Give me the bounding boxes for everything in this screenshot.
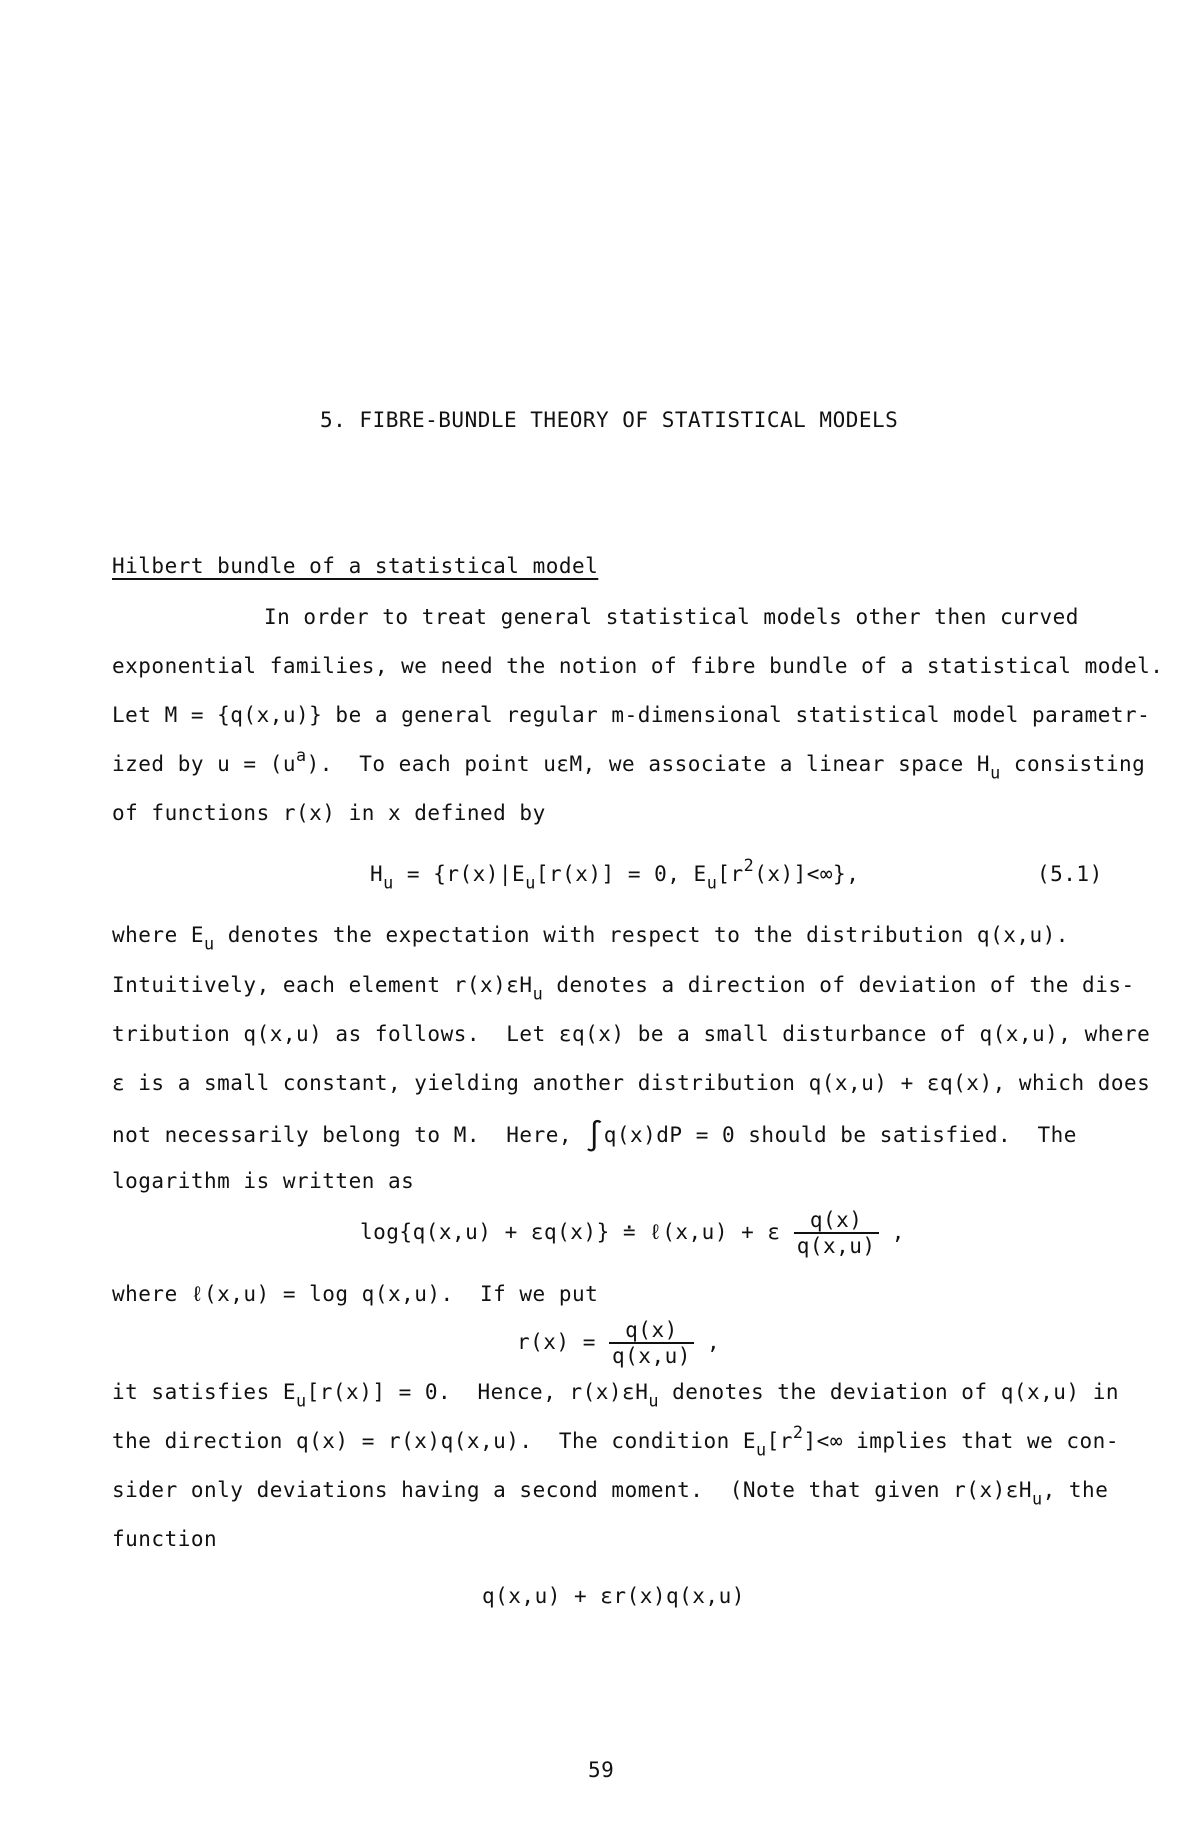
- integral-sign: ∫: [585, 1119, 604, 1154]
- paragraph-line: tribution q(x,u) as follows. Let εq(x) be a small disturbance of q(x,u), where: [112, 1022, 1151, 1046]
- paragraph-line: Let M = {q(x,u)} be a general regular m-dimensional statistical model parametr-: [112, 703, 1151, 727]
- paragraph-line: exponential families, we need the notion of fibre bundle of a statistical model.: [112, 654, 1164, 678]
- fraction: $\frac{q(x)}{q(x,u)}$: [794, 1208, 879, 1258]
- paragraph-line: where $E_u$ denotes the expectation with respect to the distribution q(x,u).: [112, 923, 1069, 954]
- equation-last: q(x,u) + εr(x)q(x,u): [482, 1584, 745, 1608]
- paragraph-line: ized by $u = (u^a)$. To each point uεM, we associate a linear space $H_u$ consisting: [112, 744, 1146, 783]
- page-number: 59: [588, 1758, 615, 1782]
- equation-log: log{q(x,u) + εq(x)} ≐ ℓ(x,u) + ε $\frac{q(x)}{q(x,u)}$ ,: [360, 1208, 905, 1259]
- equation-5-1: $H_u = \{r(x)|E_u[r(x)] = 0$, $E_u[r^2(x)]<\infty$},: [370, 854, 860, 893]
- paragraph-line: Intuitively, each element $r(x)\varepsilon H_u$ denotes a direction of deviation of the dis-: [112, 973, 1135, 1004]
- paragraph-line: the direction q(x) = r(x)q(x,u). The condition $E_u[r^2]<\infty$ implies that we con-: [112, 1421, 1119, 1460]
- equation-r: r(x) = $\frac{q(x)}{q(x,u)}$ ,: [517, 1318, 721, 1369]
- chapter-title: 5. FIBRE-BUNDLE THEORY OF STATISTICAL MODELS: [320, 408, 899, 432]
- paragraph-line: of functions r(x) in x defined by: [112, 801, 546, 825]
- paragraph-line: function: [112, 1527, 218, 1551]
- paragraph-line: not necessarily belong to M. Here, ∫q(x)dP = 0 should be satisfied. The: [112, 1119, 1077, 1154]
- fraction: $\frac{q(x)}{q(x,u)}$: [609, 1318, 694, 1368]
- paragraph-line: logarithm is written as: [112, 1169, 415, 1193]
- paragraph-line: In order to treat general statistical models other then curved: [264, 605, 1079, 629]
- section-title: Hilbert bundle of a statistical model: [112, 554, 599, 578]
- equation-number: (5.1): [1037, 862, 1103, 886]
- paragraph-line: ε is a small constant, yielding another distribution q(x,u) + εq(x), which does: [112, 1071, 1151, 1095]
- paragraph-line: sider only deviations having a second moment. (Note that given $r(x)\varepsilon H_u$, the: [112, 1478, 1109, 1509]
- paragraph-line: where ℓ(x,u) = log q(x,u). If we put: [112, 1282, 599, 1306]
- paragraph-line: it satisfies $E_u[r(x)] = 0$. Hence, $r(x)\varepsilon H_u$ denotes the deviation of q(x,u) in: [112, 1380, 1119, 1411]
